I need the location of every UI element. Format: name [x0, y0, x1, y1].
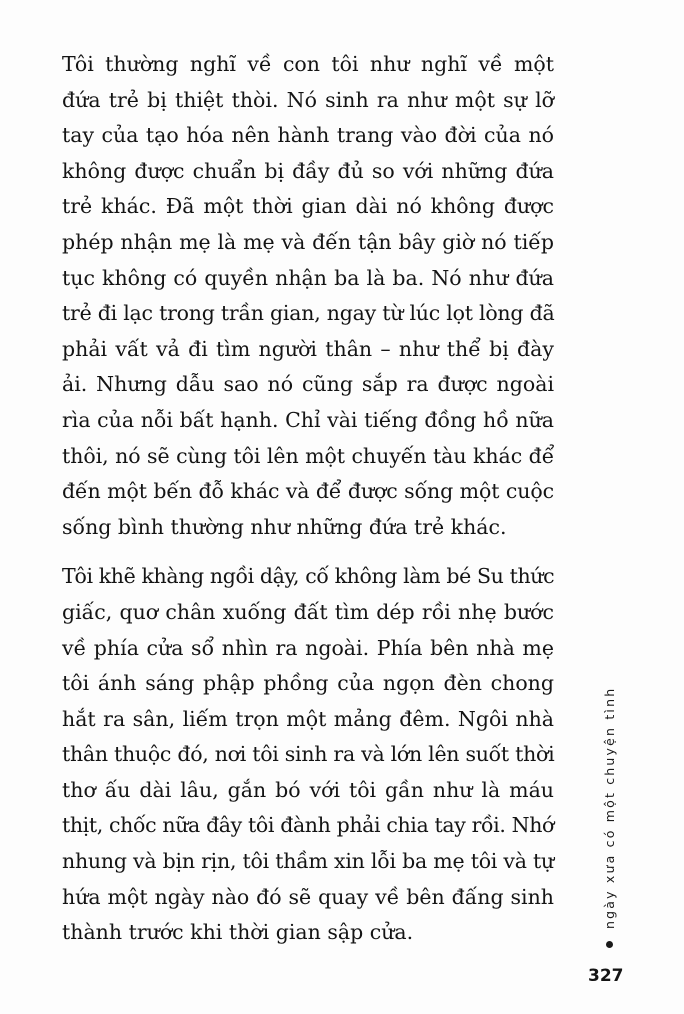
text-line: về phía cửa sổ nhìn ra ngoài. Phía bên nhà mẹ	[62, 635, 554, 660]
text-line: thơ ấu dài lâu, gắn bó với tôi gần như là máu	[62, 777, 554, 802]
text-line: đến một bến đỗ khác và để được sống một cuộc	[62, 479, 554, 504]
text-line: thôi, nó sẽ cùng tôi lên một chuyến tàu khác để	[62, 443, 555, 468]
text-line: Tôi thường nghĩ về con tôi như nghĩ về một	[62, 52, 554, 76]
paragraph-1	[62, 47, 554, 545]
text-line: sống bình thường như những đứa trẻ khác.	[62, 514, 507, 539]
text-line: không được chuẩn bị đầy đủ so với những đứa	[62, 158, 554, 183]
text-line: ải. Nhưng dẫu sao nó cũng sắp ra được ngoài	[62, 372, 554, 397]
text-line: tôi ánh sáng phập phồng của ngọn đèn chong	[62, 671, 554, 696]
text-line: hắt ra sân, liếm trọn một mảng đêm. Ngôi nhà	[62, 706, 554, 731]
text-line: tay của tạo hóa nên hành trang vào đời của nó	[62, 123, 554, 148]
running-head-title: ngày xưa có một chuyện tình	[602, 686, 617, 929]
body-text	[62, 47, 554, 951]
text-line: rìa của nỗi bất hạnh. Chỉ vài tiếng đồng hồ nữa	[62, 407, 554, 432]
text-line: phải vất vả đi tìm người thân – như thể bị đày	[62, 336, 554, 361]
text-line: thịt, chốc nữa đây tôi đành phải chia tay rồi. Nhớ	[62, 813, 554, 838]
paragraph-2	[62, 559, 554, 951]
text-line: giấc, quơ chân xuống đất tìm dép rồi nhẹ bước	[62, 599, 554, 624]
text-line: Tôi khẽ khàng ngồi dậy, cố không làm bé Su thức	[62, 564, 555, 589]
bullet-icon	[606, 941, 613, 948]
text-line: hứa một ngày nào đó sẽ quay về bên đấng sinh	[62, 884, 554, 909]
text-line: tục không có quyền nhận ba là ba. Nó như đứa	[62, 265, 554, 290]
text-line: trẻ khác. Đã một thời gian dài nó không được	[62, 194, 554, 219]
text-line: nhung và bịn rịn, tôi thầm xin lỗi ba mẹ tôi và tự	[62, 849, 554, 874]
text-line: thành trước khi thời gian sập cửa.	[62, 920, 414, 945]
page-number: 327	[588, 966, 624, 986]
text-line: đứa trẻ bị thiệt thòi. Nó sinh ra như một sự lỡ	[62, 87, 554, 112]
text-line: trẻ đi lạc trong trần gian, ngay từ lúc lọt lòng đã	[62, 301, 555, 326]
running-head	[596, 648, 624, 948]
text-line: phép nhận mẹ là mẹ và đến tận bây giờ nó tiếp	[62, 229, 554, 254]
text-line: thân thuộc đó, nơi tôi sinh ra và lớn lên suốt thời	[62, 742, 555, 767]
